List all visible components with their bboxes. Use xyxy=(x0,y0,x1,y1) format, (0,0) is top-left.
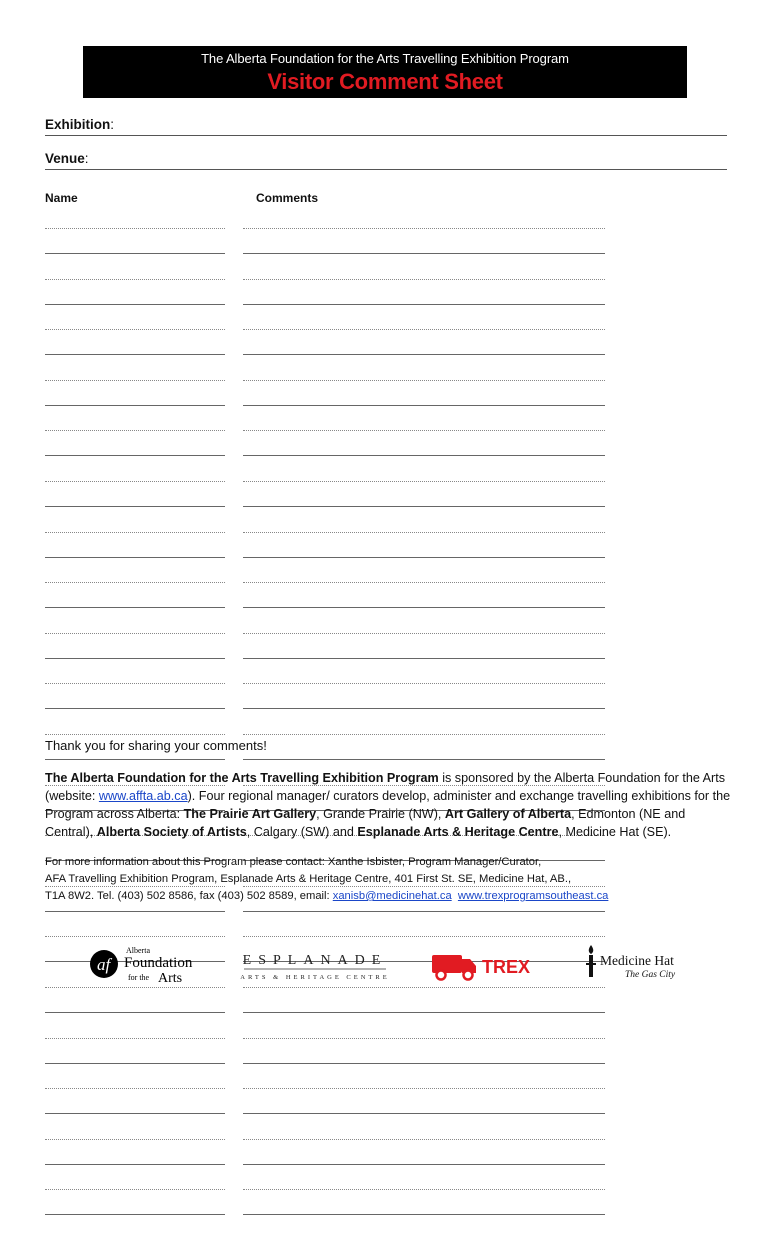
name-dotted-line[interactable] xyxy=(45,1088,225,1089)
afa-logo xyxy=(88,940,208,984)
comment-entry-line[interactable] xyxy=(243,405,605,406)
comment-dotted-line[interactable] xyxy=(243,380,605,381)
name-entry-line[interactable] xyxy=(45,506,225,507)
name-entry-line[interactable] xyxy=(45,1012,225,1013)
name-dotted-line[interactable] xyxy=(45,1038,225,1039)
afa-logo-line4: Arts xyxy=(158,971,183,984)
contact-info xyxy=(45,854,735,905)
esplanade-logo-line1: ESPLANADE xyxy=(242,953,388,968)
comment-rows xyxy=(45,222,607,1234)
sponsor-paragraph xyxy=(45,769,735,841)
name-dotted-line[interactable] xyxy=(45,1189,225,1190)
gallery-esplanade: Esplanade Arts & Heritage Centre xyxy=(357,825,559,839)
comment-row[interactable] xyxy=(45,627,607,678)
esplanade-logo-line2: ARTS & HERITAGE CENTRE xyxy=(240,974,390,981)
comment-entry-line[interactable] xyxy=(243,708,605,709)
affta-link[interactable]: www.affta.ab.ca xyxy=(98,789,188,803)
name-dotted-line[interactable] xyxy=(45,430,225,431)
gallery-prairie: The Prairie Art Gallery xyxy=(183,807,317,821)
comment-entry-line[interactable] xyxy=(243,658,605,659)
comment-row[interactable] xyxy=(45,1082,607,1133)
name-dotted-line[interactable] xyxy=(45,329,225,330)
comment-dotted-line[interactable] xyxy=(243,329,605,330)
gallery-aga: Art Gallery of Alberta xyxy=(444,807,572,821)
comment-row[interactable] xyxy=(45,475,607,526)
comment-row[interactable] xyxy=(45,576,607,627)
comment-row[interactable] xyxy=(45,526,607,577)
sponsor-logos xyxy=(0,935,770,995)
comment-entry-line[interactable] xyxy=(243,1063,605,1064)
contact-line-2: AFA Travelling Exhibition Program, Esplanade Arts & Heritage Centre, 401 First St. SE, Medicine Hat, AB., xyxy=(45,873,572,885)
exhibition-field[interactable] xyxy=(45,117,727,136)
trex-logo-text: TREX xyxy=(482,957,531,977)
comment-dotted-line[interactable] xyxy=(243,1088,605,1089)
name-dotted-line[interactable] xyxy=(45,481,225,482)
comment-entry-line[interactable] xyxy=(243,759,605,760)
comment-entry-line[interactable] xyxy=(243,1164,605,1165)
name-dotted-line[interactable] xyxy=(45,633,225,634)
thank-you-text: Thank you for sharing your comments! xyxy=(45,738,267,753)
comment-row[interactable] xyxy=(45,222,607,273)
name-column-header: Name xyxy=(45,191,78,205)
comment-entry-line[interactable] xyxy=(243,1113,605,1114)
comment-row[interactable] xyxy=(45,1133,607,1184)
comment-entry-line[interactable] xyxy=(243,354,605,355)
venue-colon: : xyxy=(84,151,89,166)
medicine-hat-logo xyxy=(583,941,683,983)
gallery-aga-location: , Edmonton (NE and Central), xyxy=(45,807,686,839)
comment-row[interactable] xyxy=(45,424,607,475)
comment-dotted-line[interactable] xyxy=(243,734,605,735)
comment-entry-line[interactable] xyxy=(243,304,605,305)
comments-column-header: Comments xyxy=(256,191,319,205)
name-dotted-line[interactable] xyxy=(45,734,225,735)
comment-row[interactable] xyxy=(45,677,607,728)
comment-dotted-line[interactable] xyxy=(243,683,605,684)
comment-dotted-line[interactable] xyxy=(243,430,605,431)
comment-entry-line[interactable] xyxy=(243,253,605,254)
comment-entry-line[interactable] xyxy=(243,557,605,558)
name-entry-line[interactable] xyxy=(45,607,225,608)
name-entry-line[interactable] xyxy=(45,354,225,355)
comment-row[interactable] xyxy=(45,273,607,324)
name-entry-line[interactable] xyxy=(45,253,225,254)
comment-dotted-line[interactable] xyxy=(243,279,605,280)
comment-entry-line[interactable] xyxy=(243,455,605,456)
comment-entry-line[interactable] xyxy=(243,506,605,507)
comment-dotted-line[interactable] xyxy=(243,633,605,634)
gallery-prairie-location: , Grande Prairie (NW), xyxy=(316,807,445,821)
name-entry-line[interactable] xyxy=(45,1113,225,1114)
name-entry-line[interactable] xyxy=(45,405,225,406)
comment-entry-line[interactable] xyxy=(243,911,605,912)
name-dotted-line[interactable] xyxy=(45,380,225,381)
comment-dotted-line[interactable] xyxy=(243,228,605,229)
para-text-2: ). Four regional manager/ curators develop, administer and exchange travelling exhibitions for the Program across Alberta: xyxy=(45,789,731,821)
name-entry-line[interactable] xyxy=(45,1063,225,1064)
name-entry-line[interactable] xyxy=(45,557,225,558)
name-entry-line[interactable] xyxy=(45,911,225,912)
venue-label: Venue xyxy=(45,151,85,166)
name-dotted-line[interactable] xyxy=(45,582,225,583)
medicine-hat-logo-line2: The Gas City xyxy=(625,970,676,980)
comment-row[interactable] xyxy=(45,1032,607,1083)
esplanade-logo xyxy=(240,947,390,983)
email-link[interactable]: xanisb@medicinehat.ca xyxy=(332,890,452,902)
truck-icon xyxy=(432,955,476,980)
comment-dotted-line[interactable] xyxy=(243,1139,605,1140)
afa-logo-line3: for the xyxy=(128,973,150,982)
name-dotted-line[interactable] xyxy=(45,532,225,533)
comment-dotted-line[interactable] xyxy=(243,1189,605,1190)
name-entry-line[interactable] xyxy=(45,455,225,456)
trex-logo xyxy=(430,945,542,981)
gallery-esplanade-location: , Medicine Hat (SE). xyxy=(558,825,672,839)
venue-field[interactable] xyxy=(45,151,727,170)
contact-line-3-text: T1A 8W2. Tel. (403) 502 8586, fax (403) 502 8589, email: xyxy=(45,890,333,902)
name-dotted-line[interactable] xyxy=(45,683,225,684)
name-dotted-line[interactable] xyxy=(45,1139,225,1140)
exhibition-label: Exhibition xyxy=(45,117,111,132)
name-entry-line[interactable] xyxy=(45,708,225,709)
name-entry-line[interactable] xyxy=(45,658,225,659)
comment-row[interactable] xyxy=(45,374,607,425)
gallery-asa: Alberta Society of Artists xyxy=(96,825,247,839)
afa-logo-mark-text: af xyxy=(97,955,111,974)
contact-line-1: For more information about this Program please contact: Xanthe Isbister, Program Manager/Curator, xyxy=(45,856,542,868)
comment-row[interactable] xyxy=(45,1183,607,1234)
comment-entry-line[interactable] xyxy=(243,1012,605,1013)
name-entry-line[interactable] xyxy=(45,1214,225,1215)
comment-dotted-line[interactable] xyxy=(243,532,605,533)
header-banner xyxy=(83,46,687,98)
comment-entry-line[interactable] xyxy=(243,1214,605,1215)
medicine-hat-logo-line1: Medicine Hat xyxy=(600,953,674,968)
name-entry-line[interactable] xyxy=(45,304,225,305)
gallery-asa-location: , Calgary (SW) and xyxy=(246,825,358,839)
tower-flame-icon xyxy=(586,945,596,977)
comment-dotted-line[interactable] xyxy=(243,481,605,482)
header-subtitle: The Alberta Foundation for the Arts Travelling Exhibition Program xyxy=(201,51,569,66)
website-link[interactable]: www.trexprogramsoutheast.ca xyxy=(457,890,609,902)
comment-dotted-line[interactable] xyxy=(243,582,605,583)
name-entry-line[interactable] xyxy=(45,759,225,760)
name-dotted-line[interactable] xyxy=(45,279,225,280)
comment-entry-line[interactable] xyxy=(243,607,605,608)
exhibition-colon: : xyxy=(110,117,115,132)
afa-logo-line2: Foundation xyxy=(124,955,193,971)
comment-row[interactable] xyxy=(45,323,607,374)
para-text-1: is sponsored by the Alberta Foundation for the Arts (website: xyxy=(45,771,726,803)
afa-logo-line1: Alberta xyxy=(126,946,150,955)
program-name: The Alberta Foundation for the Arts Travelling Exhibition Program xyxy=(45,771,439,785)
page-title: Visitor Comment Sheet xyxy=(267,69,503,94)
comment-dotted-line[interactable] xyxy=(243,1038,605,1039)
contact-line-3 xyxy=(45,888,735,905)
name-entry-line[interactable] xyxy=(45,1164,225,1165)
name-dotted-line[interactable] xyxy=(45,228,225,229)
